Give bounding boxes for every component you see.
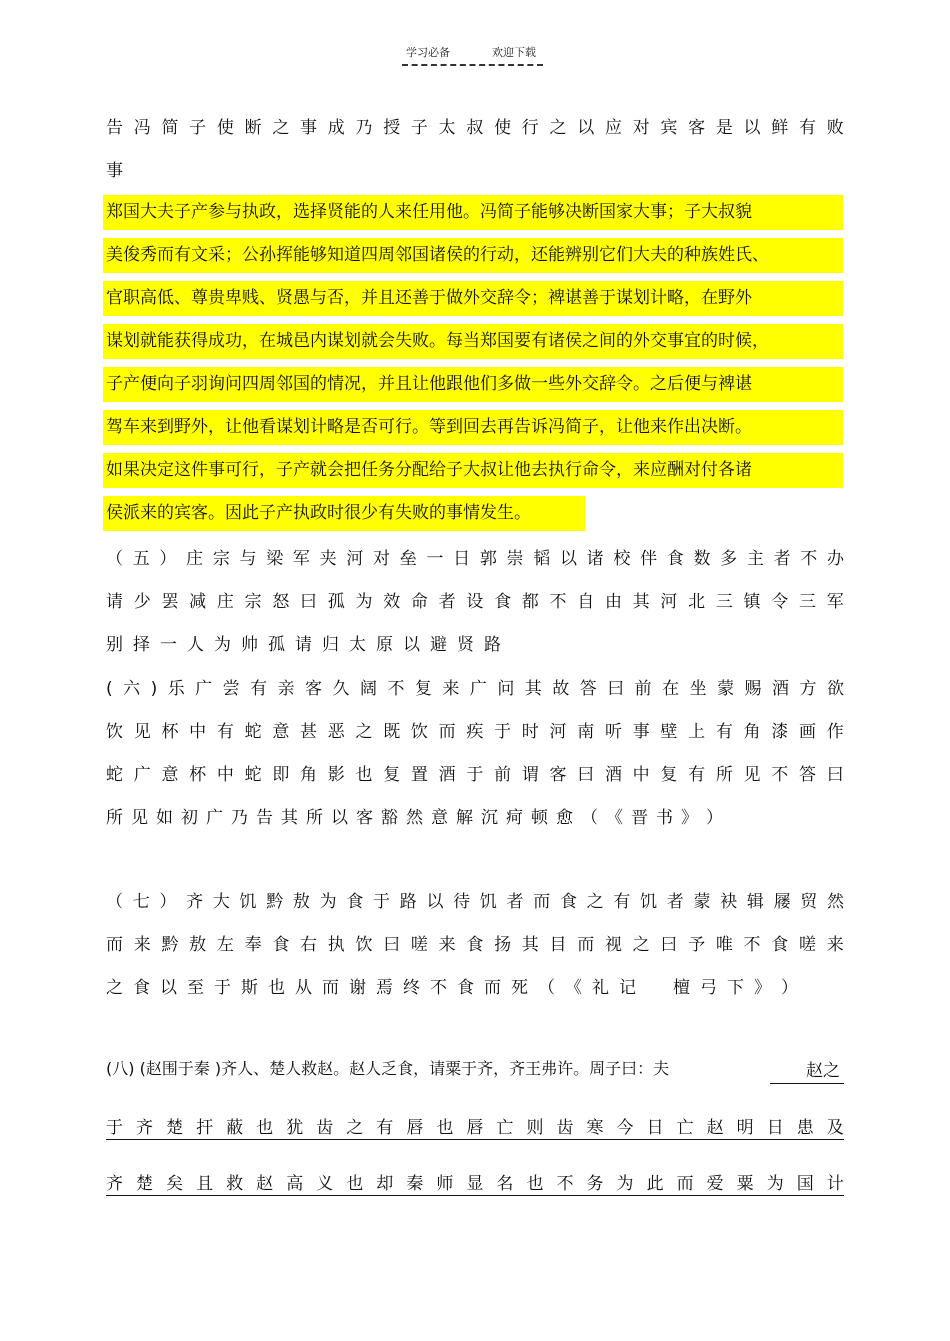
section6-line-4: 所 见 如 初 广 乃 告 其 所 以 客 豁 然 意 解 沉 疴 顿 愈 （ 《 晋 书 》 ） xyxy=(106,808,723,828)
section5-line-3: 别 择 一 人 为 帅 孤 请 归 太 原 以 避 贤 路 xyxy=(106,635,501,655)
header-dashed-rule xyxy=(402,64,543,66)
section8-lead-text: (八) (赵围于秦 )齐人、楚人救赵。赵人乏食，请粟于齐，齐王弗许。周子曰：夫 xyxy=(106,1059,670,1078)
section7-line-1: （ 七 ） 齐 大 饥 黔 敖 为 食 于 路 以 待 饥 者 而 食 之 有 饥 者 蒙 袂 辑 屦 贸 然 xyxy=(106,892,844,912)
intro-line-2: 事 xyxy=(106,161,123,181)
translation-line-2: 美俊秀而有文采；公孙挥能够知道四周邻国诸侯的行动，还能辨别它们大夫的种族姓氏、 xyxy=(103,238,843,273)
section6-line-3: 蛇 广 意 杯 中 蛇 即 角 影 也 复 置 酒 于 前 谓 客 曰 酒 中 复 有 所 见 不 答 曰 xyxy=(106,765,844,785)
section8-line-2: 于 齐 楚 扞 蔽 也 犹 齿 之 有 唇 也 唇 亡 则 齿 寒 今 日 亡 赵 明 日 患 及 xyxy=(106,1118,844,1138)
section7-line-2: 而 来 黔 敖 左 奉 食 右 执 饮 曰 嗟 来 食 扬 其 目 而 视 之 曰 予 唯 不 食 嗟 来 xyxy=(106,935,844,955)
section5-line-2: 请 少 罢 减 庄 宗 怒 曰 孤 为 效 命 者 设 食 都 不 自 由 其 河 北 三 镇 令 三 军 xyxy=(106,592,844,612)
section6-line-2: 饮 见 杯 中 有 蛇 意 甚 恶 之 既 饮 而 疾 于 时 河 南 听 事 壁 上 有 角 漆 画 作 xyxy=(106,722,844,742)
translation-line-8: 侯派来的宾客。因此子产执政时很少有失败的事情发生。 xyxy=(103,496,585,531)
translation-line-6: 驾车来到野外，让他看谋划计略是否可行。等到回去再告诉冯简子，让他来作出决断。 xyxy=(103,410,843,445)
header-right-text: 欢迎下载 xyxy=(492,46,536,59)
section8-first-line xyxy=(106,1056,844,1082)
intro-line-1: 告 冯 简 子 使 断 之 事 成 乃 授 子 太 叔 使 行 之 以 应 对 宾 客 是 以 鲜 有 败 xyxy=(106,118,844,138)
section6-line-1: ( 六 ) 乐 广 尝 有 亲 客 久 阔 不 复 来 广 问 其 故 答 曰 前 在 坐 蒙 赐 酒 方 欲 xyxy=(106,679,844,699)
section8-line-3: 齐 楚 矣 且 救 赵 高 义 也 却 秦 师 显 名 也 不 务 为 此 而 爱 粟 为 国 计 xyxy=(106,1174,844,1194)
section5-line-1: （ 五 ） 庄 宗 与 梁 军 夹 河 对 垒 一 日 郭 崇 韬 以 诸 校 伴 食 数 多 主 者 不 办 xyxy=(106,549,844,569)
section8-underlined-tail: 赵 之 xyxy=(770,1056,844,1084)
page-header xyxy=(400,44,545,70)
header-left-text: 学习必备 xyxy=(406,46,450,59)
translation-line-7: 如果决定这件事可行，子产就会把任务分配给子大叔让他去执行命令，来应酬对付各诸 xyxy=(103,453,843,488)
translation-line-3: 官职高低、尊贵卑贱、贤愚与否，并且还善于做外交辞令；裨谌善于谋划计略，在野外 xyxy=(103,281,843,316)
translation-line-4: 谋划就能获得成功，在城邑内谋划就会失败。每当郑国要有诸侯之间的外交事宜的时候， xyxy=(103,324,843,359)
translation-line-1: 郑国大夫子产参与执政，选择贤能的人来任用他。冯简子能够决断国家大事；子大叔貌 xyxy=(103,195,843,230)
section7-line-3: 之 食 以 至 于 斯 也 从 而 谢 焉 终 不 食 而 死 （ 《 礼 记 檀 弓 下 》 ） xyxy=(106,978,798,998)
translation-line-5: 子产便向子羽询问四周邻国的情况，并且让他跟他们多做一些外交辞令。之后便与裨谌 xyxy=(103,367,843,402)
